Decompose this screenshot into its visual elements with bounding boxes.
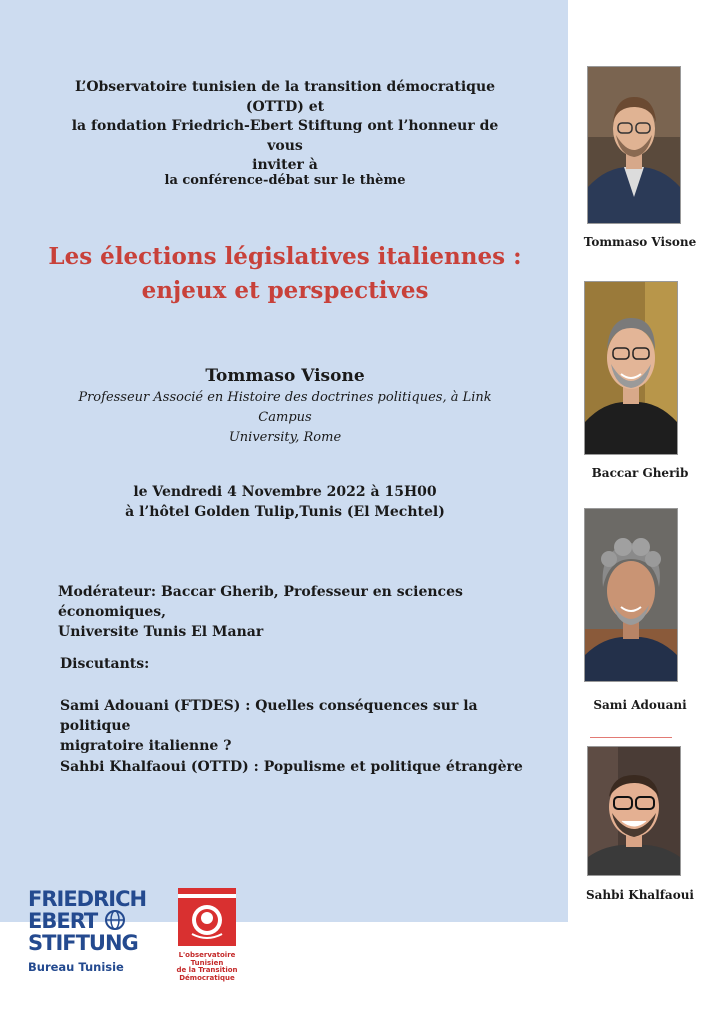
portrait-caption: Baccar Gherib [591, 466, 689, 480]
ottd-logo [172, 888, 242, 984]
event-date-venue [60, 482, 510, 522]
portrait-caption: Tommaso Visone [583, 235, 697, 249]
theme-intro: la conférence-débat sur le thème [164, 173, 406, 188]
speaker-name: Tommaso Visone [205, 366, 365, 386]
ottd-emblem-icon [172, 888, 242, 946]
event-venue: à l’hôtel Golden Tulip,Tunis (El Mechtel) [125, 504, 445, 520]
globe-icon [104, 910, 126, 930]
fes-logo: FRIEDRICH EBERT STIFTUNG Bureau Tunisie [28, 888, 158, 974]
invitation-intro: L’Observatoire tunisien de la transition démocratique (OTTD) et la fondation Friedrich-Ebert Stiftung ont l’honneur de vous inviter à [71, 79, 499, 173]
discussant-item: Sahbi Khalfaoui (OTTD) : Populisme et politique étrangère [60, 759, 523, 775]
ottd-logo-text: L'observatoire Tunisien de la Transition Démocratique [176, 951, 238, 982]
discussant-item: Sami Adouani (FTDES) : Quelles conséquences sur la politique migratoire italienne ? [60, 698, 478, 754]
conference-title: Les élections législatives italiennes : enjeux et perspectives [48, 243, 522, 304]
portrait-photo-sami-adouani [584, 508, 678, 682]
portrait-photo-baccar-gherib [584, 281, 678, 455]
portrait-photo-sahbi-khalfaoui [587, 746, 681, 876]
speaker-role: Professeur Associé en Histoire des doctrines politiques, à Link Campus University, Rome [78, 390, 492, 445]
fes-logo-text: FRIEDRICH [28, 887, 147, 911]
event-date: le Vendredi 4 Novembre 2022 à 15H00 [133, 484, 437, 500]
portrait-caption: Sahbi Khalfaoui [585, 888, 694, 902]
portrait-caption: Sami Adouani [593, 698, 687, 712]
divider-line [590, 737, 672, 738]
fes-bureau-label: Bureau Tunisie [28, 960, 124, 974]
discussants-heading: Discutants: [60, 656, 150, 672]
moderator: Modérateur: Baccar Gherib, Professeur en sciences économiques, Universite Tunis El Manar [58, 584, 463, 640]
portrait-photo-tommaso-visone [587, 66, 681, 224]
